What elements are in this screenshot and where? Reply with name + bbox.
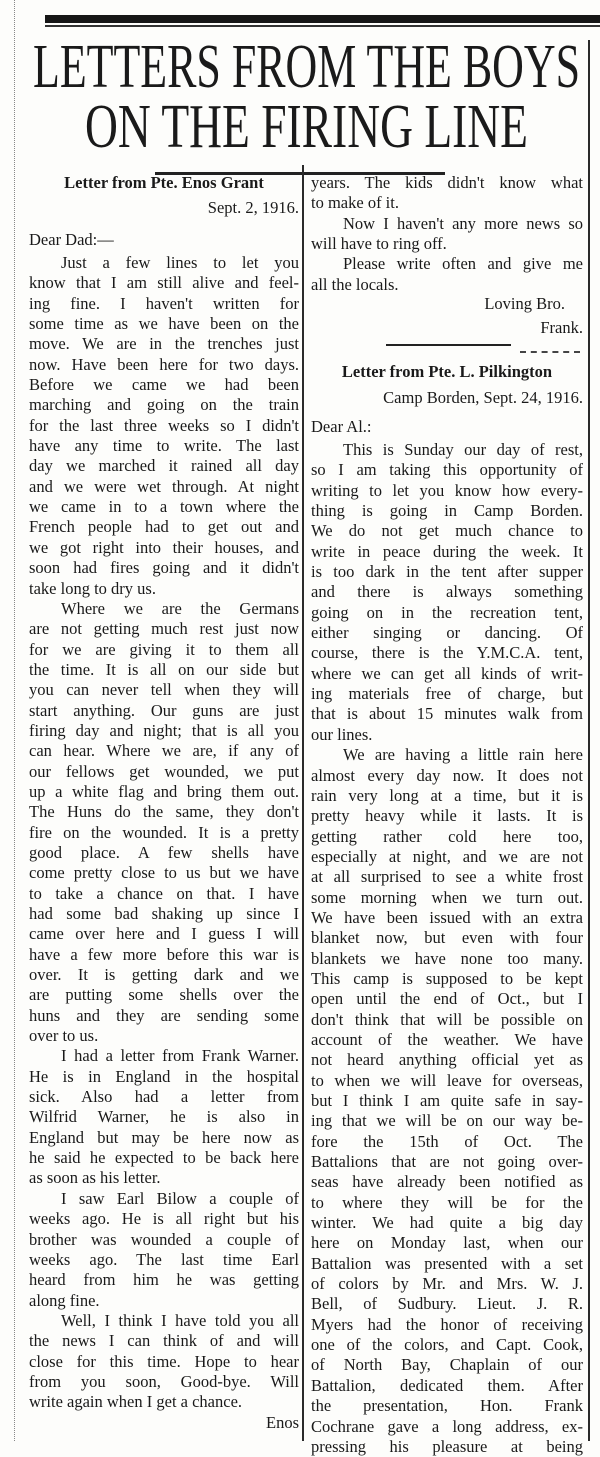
text-line: course, there is the Y.M.C.A. tent, [311,643,583,663]
text-line: to take a chance on that. I have [29,883,299,903]
signature: Frank. [540,318,583,338]
paragraph [311,214,583,255]
text-line: where we can get all kinds of writ- [311,663,583,683]
text-line: I saw Earl Bilow a couple of [61,1188,299,1208]
text-line: especially at night, and we are not [311,846,583,866]
text-line: now. Have been here for two days. [29,354,299,374]
text-line: years. The kids didn't know what [311,173,583,192]
text-line: huns and they are sending some [29,1005,299,1025]
closing: Loving Bro. [484,294,565,314]
text-line: and we were wet through. At night [29,476,299,496]
column-rule [302,165,304,1441]
text-line: We have been issued with an extra [311,907,583,927]
text-line: our lines. [311,724,373,744]
letter-body [29,253,299,1413]
separator-rule [386,344,511,346]
text-line: up a white flag and bring them out. [29,781,299,801]
text-line: winter. We had quite a big day [311,1213,583,1233]
text-line: not heard anything official yet as [311,1050,583,1070]
text-line: some time as we have been on the [29,314,299,334]
letter-title: Letter from Pte. Enos Grant [64,173,264,192]
text-line: the time. It is all on our side but [29,659,299,679]
text-line: ing materials free of charge, but [311,684,583,704]
text-line: sick. Also had a letter from [29,1087,299,1107]
text-line: write in peace during the week. It [311,541,583,561]
text-line: take long to dry us. [29,578,156,598]
letter-continued [311,173,583,338]
text-line: almost every day now. It does not [311,765,583,785]
letter-date: Sept. 2, 1916. [207,198,299,217]
text-line: blanket now, but even with four [311,928,583,948]
text-line: to when we will leave for overseas, [311,1070,583,1090]
text-line: is too dark in the tent after supper [311,562,583,582]
paragraph [311,440,583,745]
text-line: Before we came we had been [29,375,299,395]
text-line: ing fine. I haven't written for [29,293,299,313]
text-line: come pretty close to us but we have [29,863,299,883]
text-line: don't think that will be possible on [311,1009,583,1029]
text-line: fore the 15th of Oct. The [311,1131,583,1151]
signature: Enos [266,1412,299,1432]
text-line: Battalion was presented with a set [311,1253,583,1273]
text-line: Just a few lines to let you [61,253,299,272]
text-line: one of the colors, and Capt. Cook, [311,1335,583,1355]
text-line: either singing or dancing. Of [311,623,583,643]
letter-title: Letter from Pte. L. Pilkington [341,362,553,381]
text-line: fire on the wounded. It is a pretty [29,822,299,842]
text-line: to make of it. [311,193,399,213]
text-line: good place. A few shells have [29,842,299,862]
text-line: you can never tell when they will [29,680,299,700]
text-line: Cochrane gave a long address, ex- [311,1416,583,1436]
paragraph [29,599,299,1047]
salutation: Dear Dad:— [29,230,114,249]
text-line: have any time to write. The last [29,436,299,456]
text-line: can hear. Where we are, if any of [29,741,299,761]
text-line: for the last three weeks so I didn't [29,415,299,435]
text-line: know that I am still alive and feel- [29,273,299,293]
text-line: had some bad shaking up since I [29,904,299,923]
text-line: The Huns do the same, they don't [29,802,299,822]
paragraph [311,173,583,214]
page-edge [14,0,15,1441]
text-line: write again when I get a chance. [29,1392,243,1412]
letter-body [311,173,583,295]
paragraph [29,1046,299,1188]
text-line: blankets we have none too many. [311,948,583,968]
text-line: we got right into their houses, and [29,537,299,557]
text-line: over to us. [29,1026,99,1046]
text-line: the presentation, Hon. Frank [311,1396,583,1416]
text-line: marching and going on the train [29,395,299,415]
text-line: Battalions that are not going over- [311,1152,583,1172]
text-line: Where we are the Germans [61,598,299,618]
text-line: are not getting much rest just now [29,619,299,639]
text-line: rain very long at a time, but it is [311,785,583,805]
text-line: seas have already been notified as [311,1172,583,1192]
text-line: writing to let you know how every- [311,480,583,500]
text-line: but I think I am quite safe in say- [311,1091,583,1110]
text-line: thing is going in Camp Borden. [311,501,583,521]
column-rule-right [588,40,590,1441]
text-line: from you soon, Good-bye. Will [29,1371,299,1391]
text-line: to where they will be for the [311,1192,583,1212]
text-line: of North Bay, Chaplain of our [311,1355,583,1375]
text-line: England but may be here now as [29,1127,299,1147]
paragraph [311,254,583,295]
text-line: weeks ago. The last time Earl [29,1249,299,1269]
text-line: account of the weather. We have [311,1029,583,1049]
text-line: close for this time. Hope to hear [29,1351,299,1371]
text-line: He is in England in the hospital [29,1066,299,1086]
text-line: for we are giving it to them all [29,639,299,659]
letter-pilkington [311,362,583,1457]
headline-line-2: ON THE FIRING LINE [85,93,528,161]
paragraph [311,745,583,1457]
paragraph [29,1189,299,1311]
paragraph [29,1311,299,1413]
letter-date: Camp Borden, Sept. 24, 1916. [383,388,583,407]
text-line: going on in the recreation tent, [311,602,583,622]
text-line: along fine. [29,1290,100,1310]
text-line: French people had to get out and [29,517,299,537]
text-line: our fellows get wounded, we put [29,761,299,781]
headline-line-1: LETTERS FROM THE BOYS [33,33,580,101]
text-line: of colors by Mr. and Mrs. W. J. [311,1274,583,1294]
top-rule-thin [45,25,600,27]
text-line: day we marched it rained all day [29,456,299,476]
text-line: some morning when we turn out. [311,887,583,907]
text-line: that is about 15 minutes walk from [311,704,583,724]
text-line: Battalion, dedicated them. After [311,1375,583,1395]
text-line: move. We are in the trenches just [29,334,299,354]
text-line: start anything. Our guns are just [29,700,299,720]
text-line: Now I haven't any more news so [343,213,583,233]
text-line: weeks ago. He is all right but his [29,1209,299,1229]
text-line: We do not get much chance to [311,521,583,541]
text-line: pressing his pleasure at being [311,1436,583,1456]
text-line: ing that we will be on our way be- [311,1111,583,1131]
text-line: brother was wounded a couple of [29,1229,299,1249]
paragraph [29,253,299,599]
text-line: Bell, of Sudbury. Lieut. J. R. [311,1294,583,1314]
text-line: soon had fires going and it didn't [29,558,299,578]
text-line: getting rather cold here too, [311,826,583,846]
text-line: Please write often and give me [343,254,583,274]
text-line: and there is always something [311,582,583,602]
text-line: he said he expected to be back here [29,1148,299,1168]
salutation: Dear Al.: [311,417,372,436]
text-line: have a few more before this war is [29,944,299,964]
letter-enos-grant [29,173,299,1433]
text-line: are putting some shells over the [29,985,299,1005]
text-line: will have to ring off. [311,234,447,254]
text-line: Myers had the honor of receiving [311,1314,583,1334]
text-line: I had a letter from Frank Warner. [61,1046,299,1066]
text-line: open until the end of Oct., but I [311,989,583,1009]
letter-body [311,440,583,1457]
text-line: as soon as his letter. [29,1168,161,1188]
text-line: This camp is supposed to be kept [311,968,583,988]
separator-rule-dashed [520,351,580,353]
text-line: we came in to a town where the [29,497,299,517]
text-line: We are having a little rain here [343,745,583,765]
text-line: the news I can think of and will [29,1331,299,1351]
text-line: here on Monday last, when our [311,1233,583,1253]
text-line: firing day and night; that is all you [29,720,299,740]
text-line: heard from him he was getting [29,1270,299,1290]
text-line: pretty heavy while it lasts. It is [311,806,583,826]
text-line: came over here and I guess I will [29,924,299,944]
text-line: This is Sunday our day of rest, [343,440,583,459]
text-line: over. It is getting dark and we [29,965,299,985]
text-line: Well, I think I have told you all [61,1310,299,1330]
text-line: so I am taking this opportunity of [311,460,583,480]
text-line: all the locals. [311,274,399,294]
text-line: at all surprised to see a white frost [311,867,583,887]
text-line: Wilfrid Warner, he is also in [29,1107,299,1127]
top-rule [45,15,600,23]
